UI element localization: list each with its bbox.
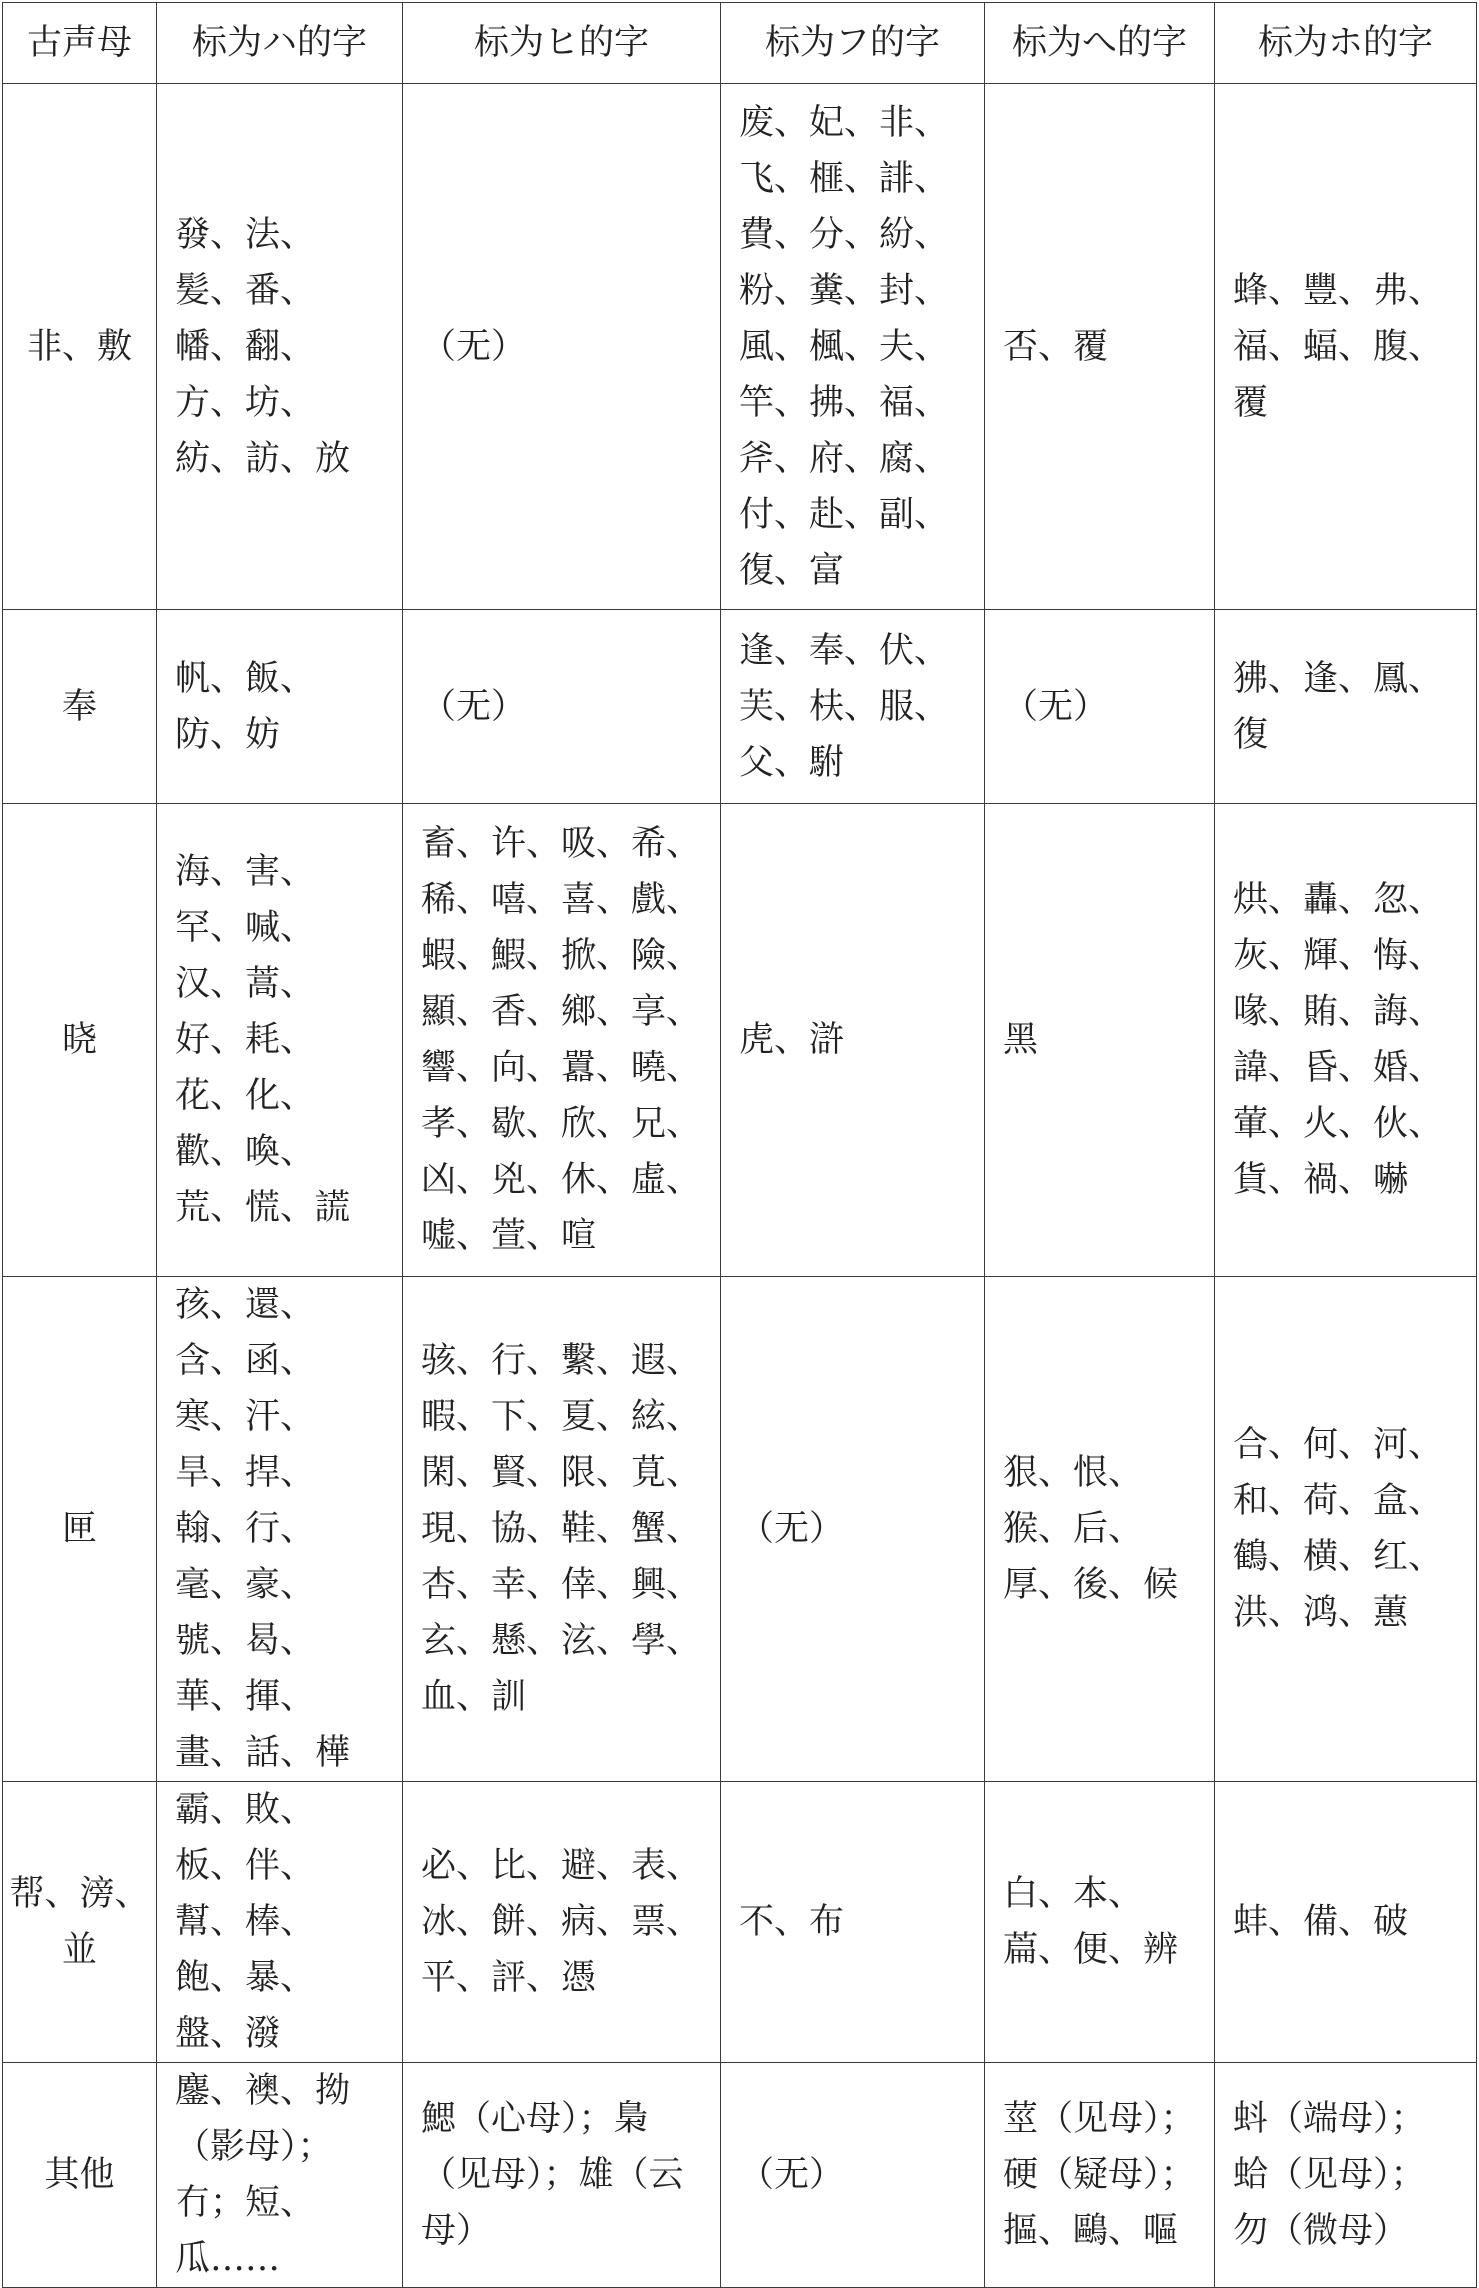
ho-cell: 狒、逢、鳳、復	[1215, 610, 1477, 804]
header-ha: 标为ハ的字	[157, 3, 403, 84]
fu-cell: 不、布	[721, 1782, 985, 2063]
table-row	[3, 1277, 1477, 1782]
ho-cell: 蜂、豐、弗、福、蝠、腹、覆	[1215, 84, 1477, 610]
ho-cell: 合、何、河、和、荷、盒、鶴、横、红、洪、鸿、蕙	[1215, 1277, 1477, 1782]
hi-cell: （无）	[403, 84, 721, 610]
fu-cell: 虎、滸	[721, 804, 985, 1277]
header-ho: 标为ホ的字	[1215, 3, 1477, 84]
ha-cell: 海、害、罕、喊、汉、蒿、好、耗、花、化、歡、喚、荒、慌、謊	[157, 804, 403, 1277]
table-row	[3, 2063, 1477, 2288]
he-cell: 白、本、萹、便、辨	[985, 1782, 1215, 2063]
he-cell: 黑	[985, 804, 1215, 1277]
ho-cell: 蚌、備、破	[1215, 1782, 1477, 2063]
fu-cell: （无）	[721, 2063, 985, 2288]
header-fu: 标为フ的字	[721, 3, 985, 84]
initial-cell: 奉	[3, 610, 157, 804]
he-cell: 莖（见母）；硬（疑母）；摳、鷗、嘔	[985, 2063, 1215, 2288]
table-row	[3, 84, 1477, 610]
initial-cell: 帮、滂、並	[3, 1782, 157, 2063]
fu-cell: 逢、奉、伏、芙、枎、服、父、駙	[721, 610, 985, 804]
hi-cell: 畜、许、吸、希、稀、嘻、喜、戲、蝦、鰕、掀、險、顯、香、鄉、享、響、向、囂、曉、孝、歇、欣、兄、凶、兇、休、虛、嘘、萱、喧	[403, 804, 721, 1277]
ha-cell: 鏖、襖、拗（影母）；冇；短、瓜……	[157, 2063, 403, 2288]
table-row	[3, 1782, 1477, 2063]
he-cell: （无）	[985, 610, 1215, 804]
header-hi: 标为ヒ的字	[403, 3, 721, 84]
hi-cell: 鰓（心母）；梟（见母）；雄（云母）	[403, 2063, 721, 2288]
correspondence-table	[2, 2, 1477, 2288]
fu-cell: 废、妃、非、飞、榧、誹、費、分、紛、粉、糞、封、風、楓、夫、竿、拂、福、斧、府、腐、付、赴、副、復、富	[721, 84, 985, 610]
table-row	[3, 804, 1477, 1277]
header-row	[3, 3, 1477, 84]
he-cell: 否、覆	[985, 84, 1215, 610]
hi-cell: 骇、行、繫、遐、暇、下、夏、絃、閑、賢、限、莧、現、協、鞋、蟹、杏、幸、倖、興、玄、懸、泫、學、血、訓	[403, 1277, 721, 1782]
initial-cell: 非、敷	[3, 84, 157, 610]
ho-cell: 烘、轟、忽、灰、輝、悔、喙、賄、誨、諱、昏、婚、葷、火、伙、貨、禍、嚇	[1215, 804, 1477, 1277]
fu-cell: （无）	[721, 1277, 985, 1782]
ha-cell: 發、法、髪、番、幡、翻、方、坊、紡、訪、放	[157, 84, 403, 610]
table-row	[3, 610, 1477, 804]
header-initial: 古声母	[3, 3, 157, 84]
he-cell: 狠、恨、猴、后、厚、後、候	[985, 1277, 1215, 1782]
initial-cell: 晓	[3, 804, 157, 1277]
ha-cell: 孩、還、含、函、寒、汗、旱、捍、翰、行、毫、豪、號、曷、華、揮、畫、話、樺	[157, 1277, 403, 1782]
hi-cell: （无）	[403, 610, 721, 804]
ha-cell: 帆、飯、防、妨	[157, 610, 403, 804]
header-he: 标为へ的字	[985, 3, 1215, 84]
ha-cell: 霸、敗、板、伴、幫、棒、飽、暴、盤、潑	[157, 1782, 403, 2063]
ho-cell: 蚪（端母）；蛤（见母）；勿（微母）	[1215, 2063, 1477, 2288]
initial-cell: 匣	[3, 1277, 157, 1782]
hi-cell: 必、比、避、表、冰、餅、病、票、平、評、憑	[403, 1782, 721, 2063]
initial-cell: 其他	[3, 2063, 157, 2288]
